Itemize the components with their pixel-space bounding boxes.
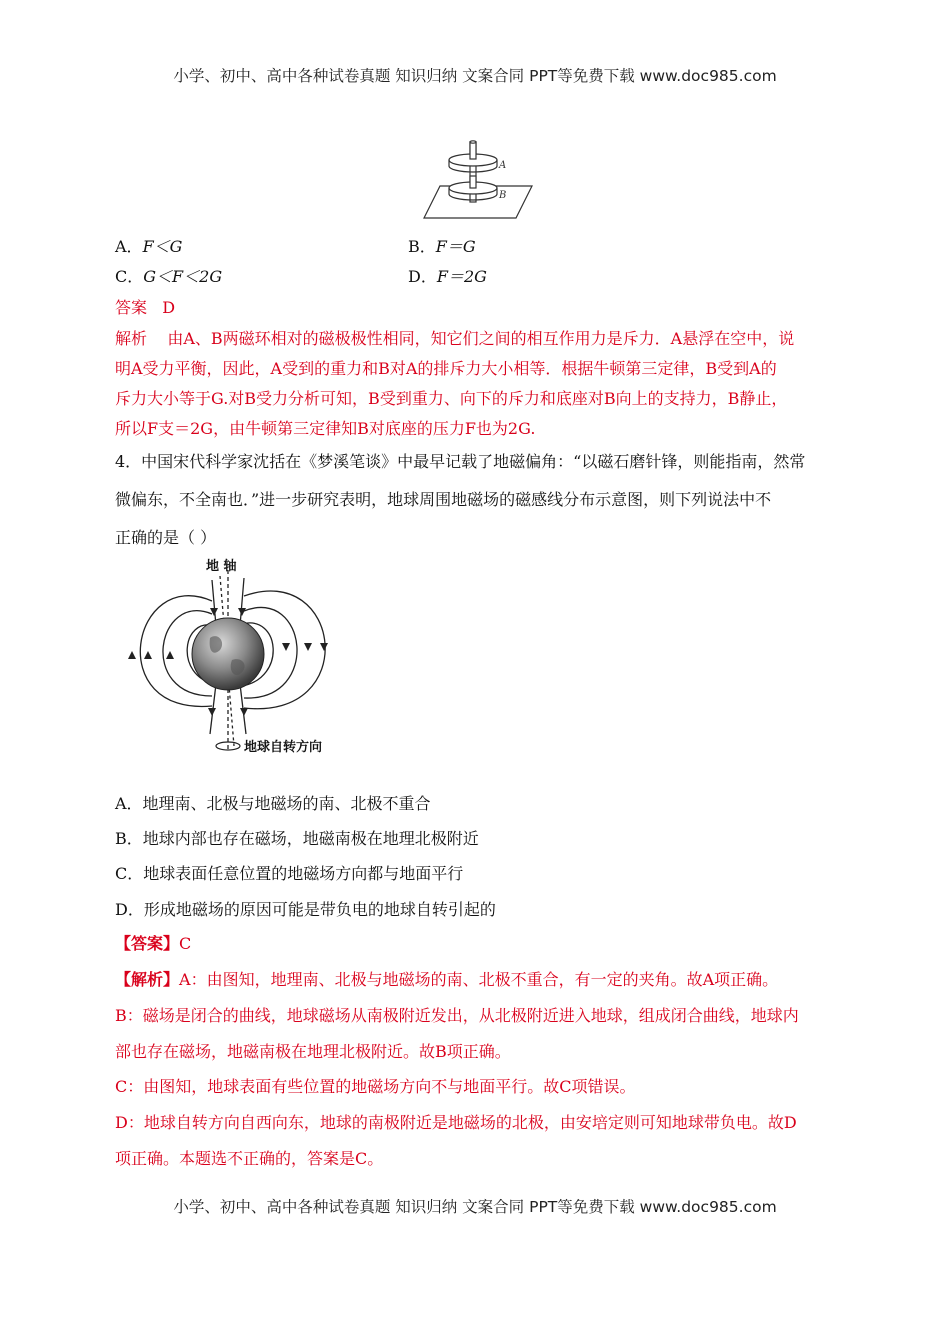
- q4-analysis-line-5: D：地球自转方向自西向东，地球的南极附近是地磁场的北极，由安培定则可知地球带负电。故D: [115, 1113, 797, 1132]
- q4-stem-line-2: 微偏东，不全南也．”进一步研究表明，地球周围地磁场的磁感线分布示意图，则下列说法中不: [115, 490, 772, 509]
- magnetic-rings-figure: [420, 138, 540, 222]
- q4-option-b: B．地球内部也存在磁场，地磁南极在地理北极附近: [115, 829, 479, 848]
- q4-option-d: D．形成地磁场的原因可能是带负电的地球自转引起的: [115, 900, 496, 919]
- page-header: 小学、初中、高中各种试卷真题 知识归纳 文案合同 PPT等免费下载 www.doc985.com: [173, 67, 777, 85]
- q4-analysis-line-1: 【解析】A：由图知，地理南、北极与地磁场的南、北极不重合，有一定的夹角。故A项正确。: [115, 970, 779, 989]
- q3-option-b: B．F＝G: [408, 237, 476, 256]
- q3-option-d: D．F＝2G: [408, 267, 487, 286]
- q4-analysis-line-3: 部也存在磁场，地磁南极在地理北极附近。故B项正确。: [115, 1042, 511, 1061]
- q3-analysis-line-1: 解析 由A、B两磁环相对的磁极极性相同，知它们之间的相互作用力是斥力．A悬浮在空中，说: [115, 329, 795, 348]
- earth-axis-label: 地 轴: [206, 559, 237, 574]
- q3-analysis-line-2: 明A受力平衡，因此，A受到的重力和B对A的排斥力大小相等．根据牛顿第三定律，B受到A的: [115, 359, 777, 378]
- earth-globe: [192, 618, 264, 690]
- q4-answer: 【答案】C: [115, 934, 192, 953]
- q3-analysis-line-4: 所以F支＝2G，由牛顿第三定律知B对底座的压力F也为2G.: [115, 419, 536, 438]
- q4-stem-line-3: 正确的是（ ）: [115, 528, 217, 547]
- earth-magnetic-field-figure: [112, 556, 348, 762]
- q4-analysis-line-4: C：由图知，地球表面有些位置的地磁场方向不与地面平行。故C项错误。: [115, 1077, 636, 1096]
- q3-option-c: C．G＜F＜2G: [115, 267, 223, 286]
- q3-answer: 答案 D: [115, 298, 176, 317]
- q4-option-c: C．地球表面任意位置的地磁场方向都与地面平行: [115, 864, 464, 883]
- q4-analysis-line-6: 项正确。本题选不正确的，答案是C。: [115, 1149, 384, 1168]
- q4-stem-line-1: 4．中国宋代科学家沈括在《梦溪笔谈》中最早记载了地磁偏角：“以磁石磨针锋，则能指南，然常: [115, 452, 806, 471]
- q4-analysis-line-2: B：磁场是闭合的曲线，地球磁场从南极附近发出，从北极附近进入地球，组成闭合曲线，地球内: [115, 1006, 799, 1025]
- label-b: B: [499, 190, 507, 201]
- q3-option-a: A．F＜G: [115, 237, 183, 256]
- earth-rotation-label: 地球自转方向: [244, 740, 323, 755]
- page-footer: 小学、初中、高中各种试卷真题 知识归纳 文案合同 PPT等免费下载 www.doc985.com: [173, 1198, 777, 1216]
- q4-option-a: A．地理南、北极与地磁场的南、北极不重合: [115, 794, 431, 813]
- label-a: A: [499, 160, 507, 171]
- q3-analysis-line-3: 斥力大小等于G.对B受力分析可知，B受到重力、向下的斥力和底座对B向上的支持力，B静止，: [115, 389, 788, 408]
